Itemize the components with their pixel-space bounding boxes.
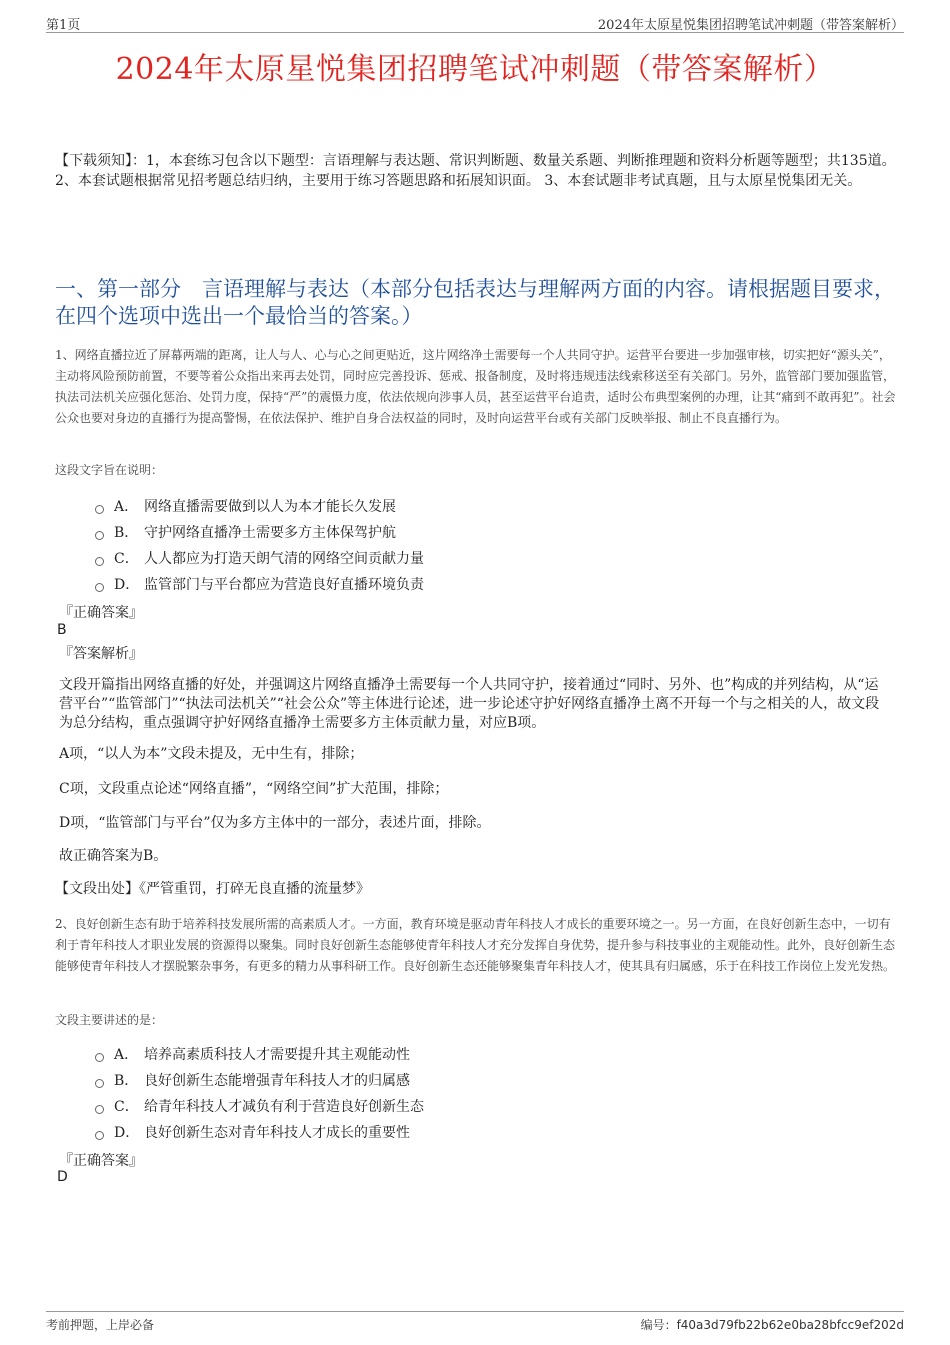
q1-analysis-conclusion: 故正确答案为B。 <box>59 848 168 864</box>
q2-answer-label: 『正确答案』 <box>59 1153 143 1169</box>
q2-stem: 文段主要讲述的是： <box>55 1013 164 1027</box>
page-number: 第1页 <box>46 18 81 33</box>
radio-icon[interactable] <box>95 531 104 540</box>
radio-icon[interactable] <box>95 505 104 514</box>
page-footer <box>46 1311 904 1334</box>
radio-icon[interactable] <box>95 1131 104 1140</box>
q1-analysis-main: 文段开篇指出网络直播的好处，并强调这片网络直播净土需要每一个人共同守护，接着通过“同时、另外、也”构成的并列结构，从“运营平台”“监管部门”“执法司法机关”“社会公众”等主体进行论述，进一步论述守护好网络直播净土离不开每一个与之相关的人，故文段为总分结构，重点强调守护好网络直播净土需要多方主体贡献力量，对应B项。 <box>59 677 880 731</box>
q2-options <box>95 1041 795 1145</box>
download-notice: 【下载须知】：1，本套练习包含以下题型：言语理解与表达题、常识判断题、数量关系题、判断推理题和资料分析题等题型；共135道。 2、本套试题根据常见招考题总结归纳，主要用于练习答题思路和拓展知识面。 3、本套试题非考试真题，且与太原星悦集团无关。 <box>55 153 896 189</box>
radio-icon[interactable] <box>95 1053 104 1062</box>
q1-stem: 这段文字旨在说明： <box>55 463 164 477</box>
q1-option-b[interactable]: B． 守护网络直播净土需要多方主体保驾护航 <box>95 519 795 545</box>
q1-analysis-a: A项，“以人为本”文段未提及，无中生有，排除； <box>59 746 364 762</box>
footer-doc-id: 编号：f40a3d79fb22b62e0ba28bfcc9ef202d <box>640 1318 904 1332</box>
q1-option-d[interactable]: D． 监管部门与平台都应为营造良好直播环境负责 <box>95 571 795 597</box>
q1-source: 【文段出处】《严管重罚，打碎无良直播的流量梦》 <box>55 881 370 897</box>
radio-icon[interactable] <box>95 1079 104 1088</box>
q1-analysis-d: D项，“监管部门与平台”仅为多方主体中的一部分，表述片面，排除。 <box>59 815 491 831</box>
footer-slogan: 考前押题，上岸必备 <box>46 1318 155 1332</box>
radio-icon[interactable] <box>95 557 104 566</box>
page-title: 2024年太原星悦集团招聘笔试冲刺题（带答案解析） <box>115 52 835 87</box>
q2-option-c[interactable]: C． 给青年科技人才减负有利于营造良好创新生态 <box>95 1093 795 1119</box>
q1-answer: B <box>57 622 67 638</box>
q1-analysis-label: 『答案解析』 <box>59 646 143 662</box>
q1-options <box>95 493 795 597</box>
q1-option-a[interactable]: A． 网络直播需要做到以人为本才能长久发展 <box>95 493 795 519</box>
header-doc-title: 2024年太原星悦集团招聘笔试冲刺题（带答案解析） <box>597 18 904 33</box>
q2-passage: 2、良好创新生态有助于培养科技发展所需的高素质人才。一方面，教育环境是驱动青年科技人才成长的重要环境之一。另一方面，在良好创新生态中，一切有利于青年科技人才职业发展的资源得以聚集。同时良好创新生态能够使青年科技人才充分发挥自身优势，提升参与科技事业的主观能动性。此外，良好创新生态能够使青年科技人才摆脱繁杂事务，有更多的精力从事科研工作。良好创新生态还能够聚集青年科技人才，使其具有归属感，乐于在科技工作岗位上发光发热。 <box>55 917 896 973</box>
q1-option-c[interactable]: C． 人人都应为打造天朗气清的网络空间贡献力量 <box>95 545 795 571</box>
page-header <box>46 12 904 33</box>
q1-answer-label: 『正确答案』 <box>59 605 143 621</box>
q1-passage: 1、网络直播拉近了屏幕两端的距离，让人与人、心与心之间更贴近，这片网络净土需要每一个人共同守护。运营平台要进一步加强审核，切实把好“源头关”，主动将风险预防前置，不要等着公众指出来再去处罚，同时应完善投诉、惩戒、报备制度，及时将违规违法线索移送至有关部门。另外，监管部门要加强监管，执法司法机关应强化惩治、处罚力度，保持“严”的震慑力度，依法依规向涉事人员，甚至运营平台追责，适时公布典型案例的办理，让其“痛到不敢再犯”。社会公众也要对身边的直播行为提高警惕，在依法保护、维护自身合法权益的同时，及时向运营平台或有关部门反映举报、制止不良直播行为。 <box>55 348 896 425</box>
q1-analysis-c: C项，文段重点论述“网络直播”，“网络空间”扩大范围，排除； <box>59 781 449 797</box>
q2-answer: D <box>57 1169 68 1185</box>
section-title: 一、第一部分 言语理解与表达（本部分包括表达与理解两方面的内容。请根据题目要求，在四个选项中选出一个最恰当的答案。） <box>55 277 895 328</box>
q2-option-a[interactable]: A． 培养高素质科技人才需要提升其主观能动性 <box>95 1041 795 1067</box>
radio-icon[interactable] <box>95 1105 104 1114</box>
q2-option-d[interactable]: D． 良好创新生态对青年科技人才成长的重要性 <box>95 1119 795 1145</box>
radio-icon[interactable] <box>95 583 104 592</box>
q2-option-b[interactable]: B． 良好创新生态能增强青年科技人才的归属感 <box>95 1067 795 1093</box>
